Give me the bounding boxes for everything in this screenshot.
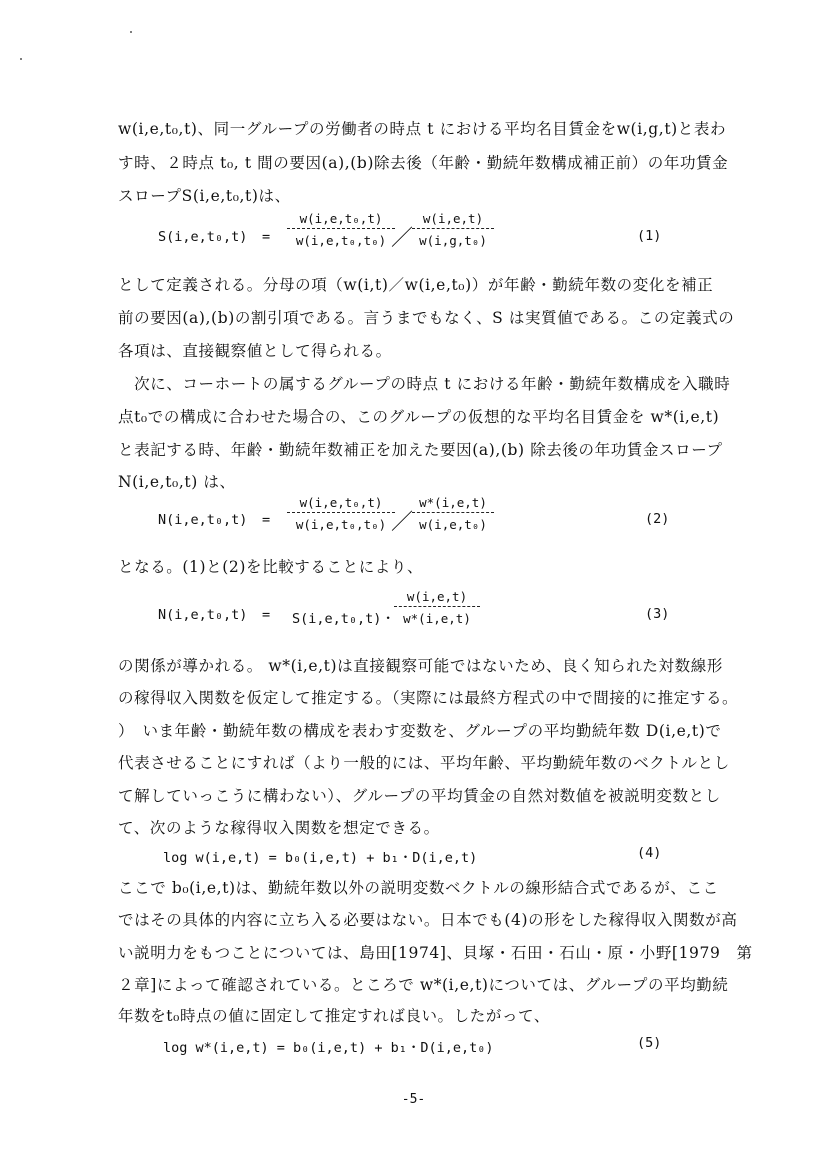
numerator: w(i,e,t) (394, 589, 480, 607)
text-line: 代表させることにすれば（より一般的には、平均年齢、平均勤続年数のベクトルとし (118, 754, 730, 772)
denominator: w(i,e,t₀,t₀) (295, 517, 387, 532)
equation-body: log w*(i,e,t) = b₀(i,e,t) + b₁・D(i,e,t₀) (163, 1040, 494, 1056)
numerator: w*(i,e,t) (412, 495, 494, 513)
text-line: スロープS(i,e,t₀,t)は、 (118, 187, 291, 205)
fraction (287, 211, 395, 248)
text-line: 年数をt₀時点の値に固定して推定すれば良い。したがって、 (118, 1007, 550, 1025)
division-slash: ／ (391, 226, 414, 251)
text-line: て解していっこうに構わない）、グループの平均賃金の自然対数値を被説明変数とし (118, 787, 721, 805)
denominator: w(i,g,t₀) (419, 233, 487, 248)
text-line: ） いま年齢・勤続年数の構成を表わす変数を、グループの平均勤続年数 D(i,e,t)で (118, 722, 722, 740)
equation-number: (1) (637, 228, 662, 244)
equation-lhs: N(i,e,t₀,t) (158, 512, 248, 528)
text-line: い説明力をもつことについては、島田[1974]、貝塚・石田・石山・原・小野[1979 第 (118, 944, 753, 962)
page-number: -5- (401, 1092, 426, 1107)
division-slash: ／ (391, 510, 414, 535)
numerator: w(i,e,t₀,t) (287, 495, 395, 513)
text-line: ここで b₀(i,e,t)は、勤続年数以外の説明変数ベクトルの線形結合式であるが、ここ (118, 879, 719, 897)
denominator: w*(i,e,t) (403, 611, 471, 626)
text-line: 点t₀での構成に合わせた場合の、このグループの仮想的な平均名目賃金を w*(i,e,t) (118, 408, 720, 426)
text-line: ではその具体的内容に立ち入る必要はない。日本でも(4)の形をした稼得収入関数が高 (118, 911, 738, 929)
equation-lhs: N(i,e,t₀,t) (158, 607, 248, 623)
equation-equals: = (262, 512, 271, 528)
equation-number: (3) (645, 606, 670, 622)
text-line: となる。(1)と(2)を比較することにより、 (118, 558, 424, 576)
equation-equals: = (262, 607, 271, 623)
text-line: 次に、コーホートの属するグループの時点 t における年齢・勤続年数構成を入職時 (118, 375, 731, 393)
scan-speck (130, 31, 132, 33)
text-line: の稼得収入関数を仮定して推定する。（実際には最終方程式の中で間接的に推定する。 (118, 689, 739, 707)
text-line: て、次のような稼得収入関数を想定できる。 (118, 819, 440, 837)
equation-body: log w(i,e,t) = b₀(i,e,t) + b₁・D(i,e,t) (163, 850, 478, 866)
text-line: N(i,e,t₀,t) は、 (118, 473, 236, 491)
text-line: 各項は、直接観察値として得られる。 (118, 342, 392, 360)
fraction (287, 495, 395, 532)
equation-number: (4) (637, 845, 662, 861)
fraction (412, 495, 494, 532)
equation-lhs: S(i,e,t₀,t) (158, 229, 248, 245)
text-line: の関係が導かれる。 w*(i,e,t)は直接観察可能ではないため、良く知られた対数線形 (118, 657, 723, 675)
equation-equals: = (262, 229, 271, 245)
fraction (412, 211, 494, 248)
text-line: として定義される。分母の項（w(i,t)／w(i,e,t₀)）が年齢・勤続年数の変化を補正 (118, 276, 714, 294)
equation-number: (5) (637, 1035, 662, 1051)
text-line: ２章]によって確認されている。ところで w*(i,e,t)については、グループの平均勤続 (118, 976, 729, 994)
numerator: w(i,e,t) (412, 211, 494, 229)
numerator: w(i,e,t₀,t) (287, 211, 395, 229)
equation-number: (2) (645, 511, 670, 527)
text-line: w(i,e,t₀,t)、同一グループの労働者の時点 t における平均名目賃金をw(i,g,t)と表わ (118, 120, 727, 138)
text-line: す時、２時点 t₀, t 間の要因(a),(b)除去後（年齢・勤続年数構成補正前）の年功賃金 (118, 154, 729, 172)
scan-speck (20, 58, 22, 60)
equation-factor: S(i,e,t₀,t)・ (292, 611, 395, 627)
text-line: と表記する時、年齢・勤続年数補正を加えた要因(a),(b) 除去後の年功賃金スロープ (118, 441, 723, 459)
denominator: w(i,e,t₀,t₀) (295, 233, 387, 248)
text-line: 前の要因(a),(b)の割引項である。言うまでもなく、S は実質値である。この定義式の (118, 309, 735, 327)
denominator: w(i,e,t₀) (419, 517, 487, 532)
fraction (394, 589, 480, 626)
